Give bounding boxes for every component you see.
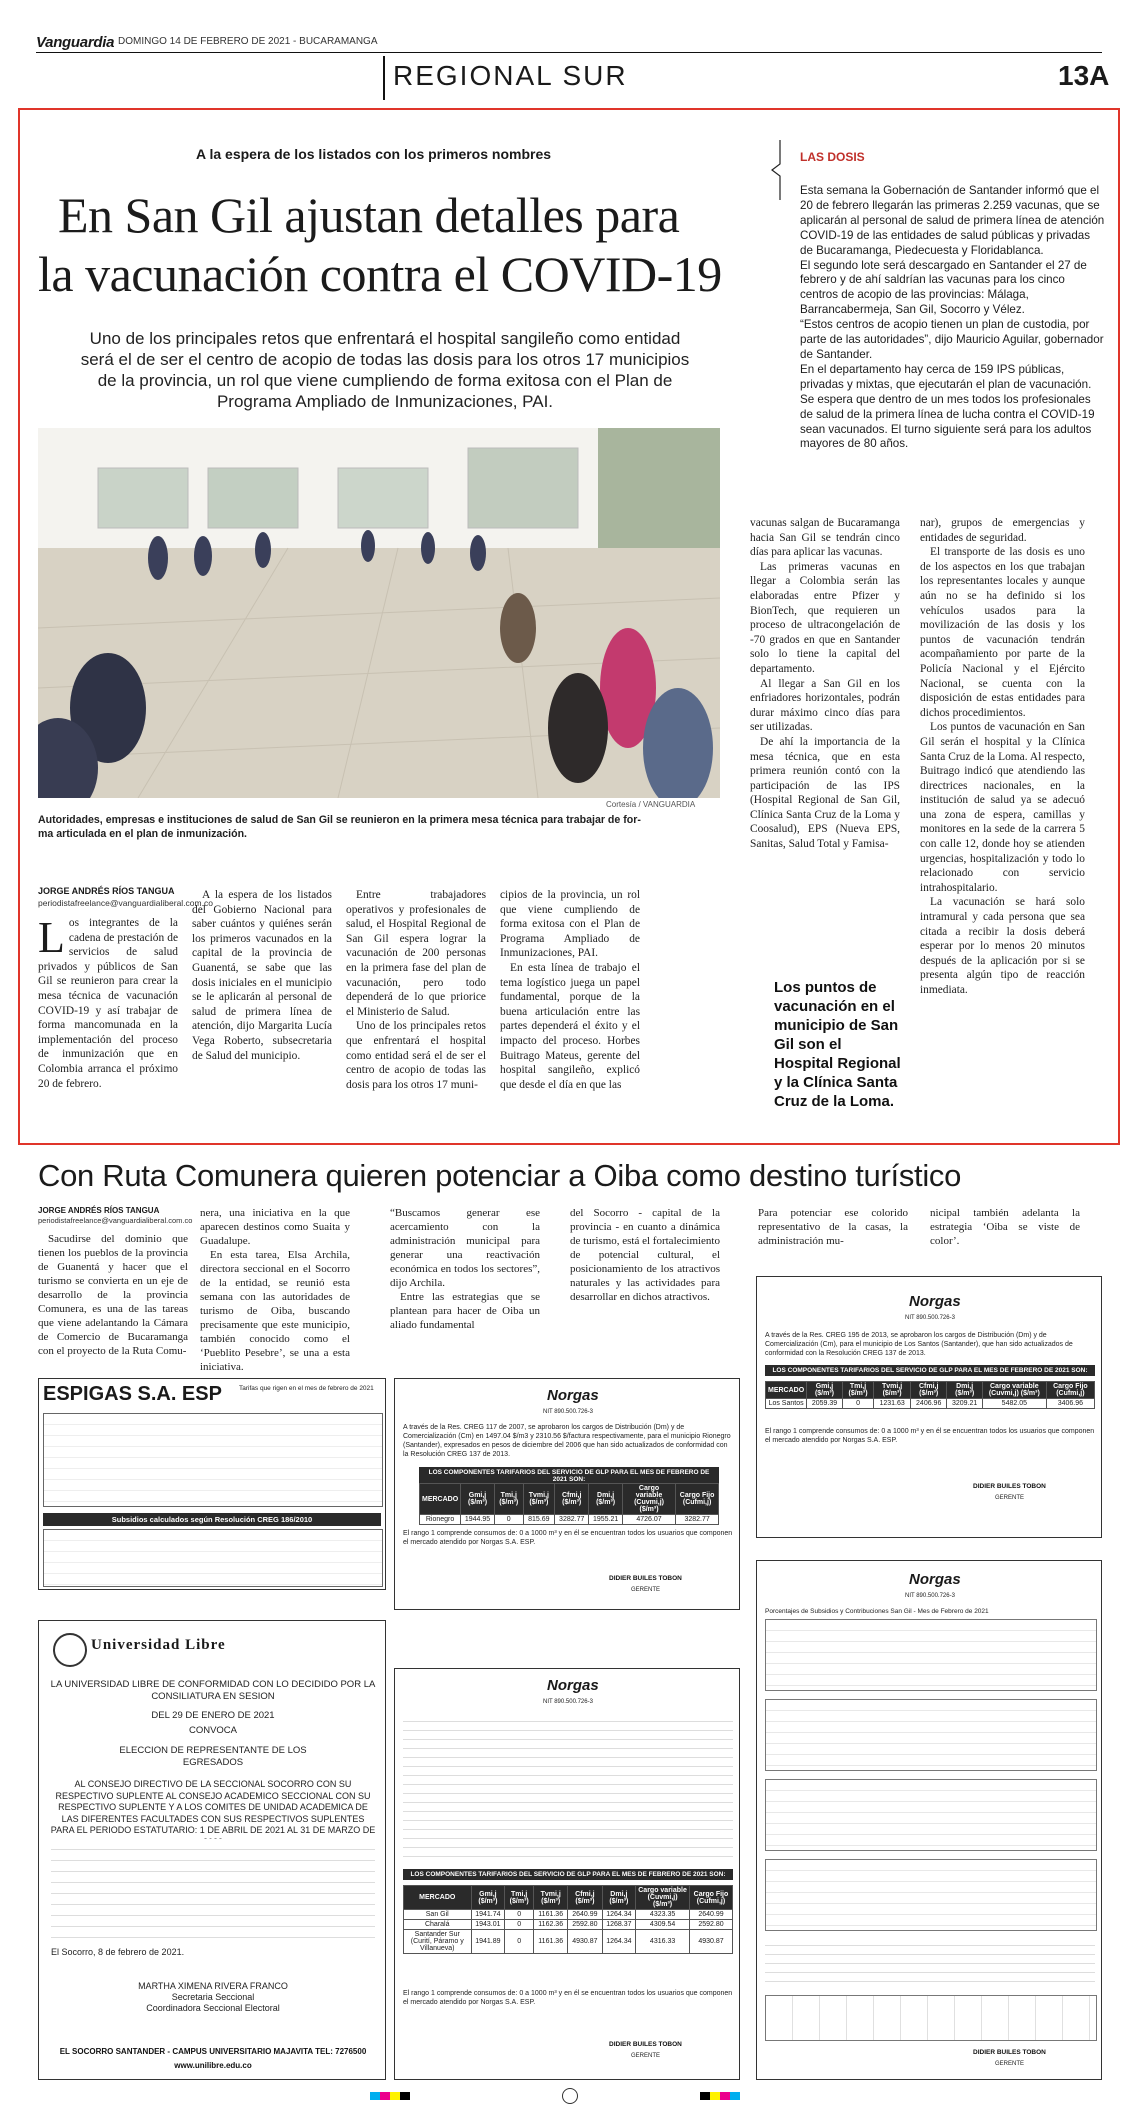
table-header-cell: Cfmi,j ($/m³) [910, 1382, 946, 1399]
column-paragraph: Uno de los principales retos que enfrentará el hospital como entidad será el de ser el centro de acopio de todas las dosis para los otros 17 muni- [346, 1020, 486, 1091]
second-article-column-2 [200, 1206, 350, 1374]
column-paragraph: La vacunación se hará solo intramural y cada persona que sea citada a recibir la dosis deberá esperar por lo menos 20 minutos después de la aplicación por si se presenta algún tipo de reacción inmediata. [920, 896, 1085, 996]
table-cell: 4323.35 [636, 1910, 690, 1920]
notice-line: AL CONSEJO DIRECTIVO DE LA SECCIONAL SOCORRO CON SU RESPECTIVO SUPLENTE AL CONSEJO ACADEMICO SECCIONAL CON SU RESPECTIVO SUPLENTE Y A LOS COMITES DE UNIDAD ACADEMICA DE LAS DIFERENTES FACULTADES CON SUS RESPECTIVOS SUPLENTES PARA EL PERIODO ESTATUTARIO: 1 DE ABRIL DE 2021 AL 31 DE MARZO DE [50, 1779, 376, 1835]
second-article-column-6 [930, 1206, 1080, 1248]
table-header-cell: Cargo variable (Cuvmi,j) ($/m³) [982, 1382, 1046, 1399]
table-cell: 2059.39 [807, 1399, 843, 1409]
table-header-cell: Tmi,j ($/m³) [505, 1886, 534, 1910]
table-cell: 1944.95 [461, 1515, 495, 1525]
column-paragraph: nicipal también adelanta la estrategia ‘Oiba se viste de color’. [930, 1207, 1080, 1247]
norgas-rango-note: El rango 1 comprende consumos de: 0 a 1000 m³ y en él se encuentran todos los usuarios que componen el mercado atendido por Norgas S.A. ESP. [403, 1530, 733, 1546]
second-article-byline: JORGE ANDRÉS RÍOS TANGUA [38, 1206, 160, 1215]
second-article-byline-email: periodistafreelance@vanguardialiberal.com.co [38, 1216, 193, 1225]
sidebar-paragraph: Se espera que dentro de un mes todos los profesionales de salud de la primera línea de lucha contra el COVID-19 sean vacunados. El turno siguiente será para los adultos mayores de 80 años. [800, 392, 1095, 451]
newspaper-logo: Vanguardia [36, 34, 115, 51]
column-paragraph: del Socorro - capital de la provincia - en cuanto a dinámica de turismo, está el fortalecimiento de potencial cultural, el posicionamiento de los atractivos naturales y las actividades para desarrollar en dichos atractivos. [570, 1207, 720, 1303]
table-cell: Los Santos [766, 1399, 807, 1409]
lede-line: Programa Ampliado de Inmunizaciones, PAI. [216, 392, 554, 411]
sidebar-body [800, 184, 1105, 452]
university-seal-icon [53, 1633, 87, 1667]
table-cell: 3209.21 [947, 1399, 982, 1409]
registration-color-bar [370, 2092, 410, 2100]
norgas-table-title: LOS COMPONENTES TARIFARIOS DEL SERVICIO DE GLP PARA EL MES DE FEBRERO DE 2021 SON: [419, 1467, 719, 1485]
norgas-logo: Norgas [547, 1387, 599, 1404]
sidebar-paragraph: El segundo lote será descargado en Santander el 27 de febrero y de ahí saldrían las vacunas para los cinco centros de acopio de las provincias: Málaga, Barrancabermeja, San Gil, Socorro y Vélez. [800, 258, 1087, 317]
lede-line: Uno de los principales retos que enfrentará el hospital sangileño como entidad [89, 329, 681, 348]
table-cell: 1268.37 [602, 1920, 636, 1930]
caption-line: Autoridades, empresas e instituciones de salud de San Gil se reunieron en la primera mesa técnica para trabajar de for- [38, 814, 641, 826]
lede-line: será el de ser el centro de acopio de todas las dosis para los otros 17 municipios [80, 350, 690, 369]
table-cell: 815.69 [523, 1515, 555, 1525]
norgas-nit: NIT 890.500.726-3 [905, 1593, 955, 1599]
university-notice-heading [49, 1679, 377, 1848]
article-column-1 [38, 913, 178, 1091]
table-cell: 0 [505, 1930, 534, 1954]
notice-line: EGRESADOS [182, 1757, 244, 1768]
table-cell: 3406.96 [1046, 1399, 1094, 1409]
header-rule [36, 52, 1102, 53]
table-header-cell: Tvmi,j ($/m³) [534, 1886, 568, 1910]
article-column-2 [192, 888, 332, 1063]
second-article-column-4 [570, 1206, 720, 1304]
espigas-subsidy-table [43, 1529, 383, 1587]
sidebar-paragraph: Esta semana la Gobernación de Santander informó que el 20 de febrero llegarán las primeras 2.259 vacunas, que se aplicarán al personal de salud de primera línea de atención COVID-19 de las entidades de salud públicas y privadas de Bucaramanga, Piedecuesta y Floridablanca. [800, 184, 1105, 257]
norgas-rionegro-note: A través de la Res. CREG 117 de 2007, se aprobaron los cargos de Distribución (Dm) y de Comercialización (Cm) en 1497.04 $/m3 y 2310.56 $/factura respectivamente, para el municipio Rionegro (Santander), expresados en pesos de diciembre del 2006 que han sido actualizados de conformidad con la Resolución CREG 137 de 2013. [403, 1424, 731, 1458]
norgas-rango-note: El rango 1 comprende consumos de: 0 a 1000 m³ y en él se encuentran todos los usuarios que componen el mercado atendido por Norgas S.A. ESP. [765, 1428, 1095, 1444]
table-cell: 1264.34 [602, 1930, 636, 1954]
table-header-cell: Cargo variable (Cuvmi,j) ($/m³) [636, 1886, 690, 1910]
table-header-cell: Cargo Fijo (Cufmi,j) [676, 1484, 719, 1515]
column-paragraph: Los puntos de vacunación en San Gil serán el hospital y la Clínica Santa Cruz de la Loma. Al respecto, Buitrago indicó que atendiendo las directrices nacionales, en la institución de salud ya se adecuó una zona de espera, camillas y monitores en la sede de la carrera 5 con calle 12, donde hoy se atienden urgencias, hospitalización y todo lo relacionado con servicio intrahospitalario. [920, 721, 1085, 894]
registration-color-bar [700, 2092, 740, 2100]
article-column-4 [500, 888, 640, 1092]
table-header-cell: Gmi,j ($/m³) [807, 1382, 843, 1399]
signer-name: MARTHA XIMENA RIVERA FRANCO [138, 1981, 288, 1991]
pull-quote: Los puntos de vacunación en el municipio de San Gil son el Hospital Regional y la Clínica Santa Cruz de la Loma. [774, 979, 901, 1110]
table-cell: Santander Sur (Curití, Páramo y Villanueva) [404, 1930, 472, 1954]
table-cell: 2592.80 [568, 1920, 602, 1930]
subsidy-table-lossantos [765, 1859, 1097, 1931]
table-cell: 0 [842, 1399, 873, 1409]
norgas-subsidies-ad [756, 1560, 1102, 2080]
table-header-cell: Tmi,j ($/m³) [842, 1382, 873, 1399]
second-article-column-5 [758, 1206, 908, 1248]
article-column-3 [346, 888, 486, 1092]
dateline: DOMINGO 14 DE FEBRERO DE 2021 - BUCARAMANGA [118, 36, 378, 47]
column-paragraph: Para potenciar ese colorido representativo de la casas, la administración mu- [758, 1207, 908, 1247]
table-cell: 2406.96 [910, 1399, 946, 1409]
article-kicker: A la espera de los listados con los primeros nombres [196, 146, 552, 162]
table-header-cell: Cfmi,j ($/m³) [568, 1886, 602, 1910]
article-lede [40, 328, 730, 412]
second-article-headline: Con Ruta Comunera quieren potenciar a Oiba como destino turístico [38, 1158, 962, 1193]
table-cell: 1941.74 [471, 1910, 505, 1920]
norgas-signer-role: GERENTE [631, 1587, 661, 1593]
norgas-signer: DIDIER BUILES TOBON [973, 1483, 1046, 1490]
column-paragraph: De ahí la importancia de la mesa técnica, que en esta primera reunión contó con la participación de las IPS (Hospital Regional de San Gil, Clínica Santa Cruz de la Loma y Coosalud), EPS (Nueva EPS, Sanitas, Salud Total y Famisa- [750, 735, 900, 851]
column-paragraph: En esta tarea, Elsa Archila, directora seccional en el Socorro de la entidad, se reunió esta semana con las autoridades de turismo de Oiba, buscando precisamente que este municipio, también conocido como el ‘Pueblito Pesebre’, se una a esta iniciativa. [200, 1249, 350, 1373]
norgas-logo: Norgas [909, 1571, 961, 1588]
table-cell: 0 [505, 1920, 534, 1930]
norgas-sangil-ad [394, 1668, 740, 2080]
column-paragraph: En esta línea de trabajo el tema logístico juega un papel fundamental, porque de la buena articulación entre las partes dependerá el éxito y el impacto del proceso. Horbes Buitrago Mateus, gerente del hospital sangileño, explicó que desde el día en que las [500, 961, 640, 1091]
norgas-signer: DIDIER BUILES TOBON [609, 1575, 682, 1582]
norgas-signer: DIDIER BUILES TOBON [973, 2049, 1046, 2056]
espigas-ad-title: ESPIGAS S.A. ESP [43, 1383, 222, 1405]
norgas-sangil-table [403, 1885, 733, 1954]
article-byline-email: periodistafreelance@vanguardialiberal.com.co [38, 898, 213, 908]
signer-role: Secretaria Seccional [171, 1992, 255, 2002]
university-notice-date: El Socorro, 8 de febrero de 2021. [51, 1947, 185, 1957]
table-cell: 4930.87 [568, 1930, 602, 1954]
norgas-rionegro-table [419, 1483, 719, 1525]
norgas-signer: DIDIER BUILES TOBON [609, 2041, 682, 2048]
subsidy-summary-table [765, 1995, 1097, 2041]
norgas-logo: Norgas [547, 1677, 599, 1694]
norgas-regulation-notes [403, 1713, 733, 1863]
table-cell: 4309.54 [636, 1920, 690, 1930]
table-cell: 1162.36 [534, 1920, 568, 1930]
table-cell: 1264.34 [602, 1910, 636, 1920]
table-header-cell: Dmi,j ($/m³) [947, 1382, 982, 1399]
table-cell: 1955.21 [589, 1515, 623, 1525]
table-header-cell: Cargo Fijo (Cufmi,j) [1046, 1382, 1094, 1399]
notice-line: DEL 29 DE ENERO DE 2021 [151, 1710, 275, 1721]
norgas-signer-role: GERENTE [631, 2053, 661, 2059]
notice-line: CONVOCA [188, 1725, 238, 1736]
norgas-nit: NIT 890.500.726-3 [905, 1315, 955, 1321]
espigas-ad-note: Tarifas que rigen en el mes de febrero de 2021 [239, 1385, 374, 1392]
universidad-libre-ad [38, 1620, 386, 2080]
table-cell: 1943.01 [471, 1920, 505, 1930]
table-cell: 4726.07 [622, 1515, 675, 1525]
registration-mark-icon [562, 2088, 578, 2104]
university-footer: EL SOCORRO SANTANDER - CAMPUS UNIVERSITARIO MAJAVITA TEL: 7276500 [59, 2047, 367, 2056]
article-headline-line-2: la vacunación contra el COVID-19 [38, 246, 722, 302]
column-paragraph: nar), grupos de emergencias y entidades de seguridad. [920, 517, 1085, 544]
table-cell: 5482.05 [982, 1399, 1046, 1409]
table-header-cell: Cargo Fijo (Cufmi,j) [689, 1886, 732, 1910]
table-cell: 3282.77 [555, 1515, 589, 1525]
table-cell: 3282.77 [676, 1515, 719, 1525]
table-cell: 0 [505, 1910, 534, 1920]
norgas-table-title: LOS COMPONENTES TARIFARIOS DEL SERVICIO DE GLP PARA EL MES DE FEBRERO DE 2021 SON: [765, 1365, 1095, 1376]
sidebar-paragraph: “Estos centros de acopio tienen un plan de custodia, por parte de las autoridades”, dijo Mauricio Aguilar, gobernador de Santander. [800, 318, 1104, 361]
sidebar-title: LAS DOSIS [800, 150, 865, 164]
university-name: Universidad Libre [91, 1637, 226, 1653]
norgas-table-title: LOS COMPONENTES TARIFARIOS DEL SERVICIO DE GLP PARA EL MES DE FEBRERO DE 2021 SON: [403, 1869, 733, 1880]
section-title: REGIONAL SUR [393, 60, 628, 91]
university-signature [49, 1981, 377, 2014]
table-header-cell: Dmi,j ($/m³) [589, 1484, 623, 1515]
table-cell: 1941.89 [471, 1930, 505, 1954]
column-paragraph: nera, una iniciativa en la que aparecen destinos como Suaita y Guadalupe. [200, 1207, 350, 1247]
table-cell: 2640.99 [689, 1910, 732, 1920]
header-divider [383, 56, 385, 100]
table-cell: Charalá [404, 1920, 472, 1930]
table-cell: 4930.87 [689, 1930, 732, 1954]
column-paragraph: Sacudirse del dominio que tienen los pueblos de la provincia de Guanentá y hacer que el turismo se convierta en un eje de desarrollo de la provincia Comunera, es una de las tareas que viene adelantando la Cámara de Comercio de Bucaramanga con el proyecto de la Ruta Comu- [38, 1233, 188, 1357]
signer-role: Coordinadora Seccional Electoral [146, 2003, 280, 2013]
table-cell: 2640.99 [568, 1910, 602, 1920]
table-cell: 2592.80 [689, 1920, 732, 1930]
notice-line: LA UNIVERSIDAD LIBRE DE CONFORMIDAD CON LO DECIDIDO POR LA [50, 1679, 376, 1690]
table-header-cell: MERCADO [766, 1382, 807, 1399]
column-paragraph: Entre las estrategias que se plantean para hacer de Oiba un aliado fundamental [390, 1291, 540, 1331]
page-number: 13A [1058, 60, 1110, 91]
espigas-ad [38, 1378, 386, 1590]
table-cell: 0 [494, 1515, 523, 1525]
norgas-nit: NIT 890.500.726-3 [543, 1699, 593, 1705]
norgas-nit: NIT 890.500.726-3 [543, 1409, 593, 1415]
drop-cap: L [38, 913, 65, 962]
column-paragraph: vacunas salgan de Bucaramanga hacia San Gil se tendrán cinco días para aplicar las vacunas. [750, 517, 900, 559]
table-header-cell: Gmi,j ($/m³) [461, 1484, 495, 1515]
page-header [0, 0, 1138, 110]
norgas-signer-role: GERENTE [995, 2061, 1025, 2067]
column-paragraph: El transporte de las dosis es uno de los aspectos en los que trabajan los representantes locales y aunque aún no se ha definido si los vehículos usados para la movilización de las dosis y los puntos de vacunación tendrán acompañamiento por parte de la Policía Nacional y el Ejército Nacional, se cuenta con la disposición de estas entidades para dichos procedimientos. [920, 546, 1085, 719]
subsidy-table-sangil [765, 1619, 1097, 1691]
table-header-cell: Cfmi,j ($/m³) [555, 1484, 589, 1515]
espigas-subsidy-band: Subsidios calculados según Resolución CREG 186/2010 [43, 1513, 381, 1526]
article-column-6 [920, 516, 1085, 998]
sidebar-bracket [770, 140, 788, 200]
table-cell: 4316.33 [636, 1930, 690, 1954]
column-paragraph: “Buscamos generar ese acercamiento con la administración municipal para generar una reactivación económica en todos los sectores”, dijo Archila. [390, 1207, 540, 1289]
column-paragraph: cipios de la provincia, un rol que viene cumpliendo de forma exitosa con el Plan de Programa Ampliado de Inmunizaciones, PAI. [500, 889, 640, 960]
caption-line: ma articulada en el plan de inmunización. [38, 828, 247, 840]
table-cell: Rionegro [420, 1515, 461, 1525]
table-header-cell: Gmi,j ($/m³) [471, 1886, 505, 1910]
article-column-5 [750, 516, 900, 852]
table-header-cell: Dmi,j ($/m³) [602, 1886, 636, 1910]
second-article-column-1 [38, 1232, 188, 1358]
subsidy-table-santander-sur [765, 1699, 1097, 1771]
article-headline-line-1: En San Gil ajustan detalles para [58, 187, 680, 243]
subsidy-notes [765, 1937, 1095, 1987]
norgas-lossantos-ad [756, 1276, 1102, 1538]
column-paragraph: Al llegar a San Gil en los enfriadores horizontales, podrán durar máximo cinco días para ser utilizadas. [750, 677, 900, 734]
subsidy-table-rionegro [765, 1779, 1097, 1851]
table-cell: 1161.36 [534, 1910, 568, 1920]
norgas-rango-note: El rango 1 comprende consumos de: 0 a 1000 m³ y en él se encuentran todos los usuarios que componen el mercado atendido por Norgas S.A. ESP. [403, 1990, 733, 2006]
norgas-signer-role: GERENTE [995, 1495, 1025, 1501]
norgas-lossantos-note: A través de la Res. CREG 195 de 2013, se aprobaron los cargos de Distribución (Dm) y de Comercialización (Cm), para el municipio de Los Santos (Santander), que han sido actualizados de conformidad con la Resolución CREG 137 de 2013. [765, 1332, 1073, 1357]
norgas-lossantos-table [765, 1381, 1095, 1409]
table-header-cell: Tmi,j ($/m³) [494, 1484, 523, 1515]
norgas-rionegro-ad [394, 1378, 740, 1610]
university-website: www.unilibre.edu.co [174, 2061, 252, 2070]
table-header-cell: MERCADO [420, 1484, 461, 1515]
notice-line: CONSILIATURA EN SESION [151, 1691, 275, 1702]
norgas-logo: Norgas [909, 1293, 961, 1310]
column-paragraph: Las primeras vacunas en llegar a Colombia serán las elaboradas entre Pfizer y BionTech, que requieren un proceso de ultracongelación de -70 grados en que en Santander solo lo tiene la capital del departamento. [750, 560, 900, 675]
column-paragraph: Entre trabajadores operativos y profesionales de salud, el Hospital Regional de San Gil espera lograr la vacunación de 200 personas en la primera fase del plan de vacunación, pero todo dependerá de lo que priorice el Ministerio de Salud. [346, 889, 486, 1018]
notice-line: ELECCION DE REPRESENTANTE DE LOS [119, 1745, 307, 1756]
table-header-cell: MERCADO [404, 1886, 472, 1910]
subsidy-table-title: Porcentajes de Subsidios y Contribuciones San Gil - Mes de Febrero de 2021 [765, 1608, 989, 1615]
table-cell: 1231.63 [874, 1399, 911, 1409]
lede-line: de la provincia, un rol que viene cumpliendo de forma exitosa con el Plan de [97, 371, 673, 390]
column-text: os integrantes de la cadena de prestación de servicios de salud privados y públicos de San Gil se reunieron para crear la mesa técnica de vacunación COVID-19 y así trabajar de forma mancomunada en la implementación del proceso de inmunización que en Colombia arranca el próximo 20 de febrero. [38, 917, 178, 1090]
article-byline: JORGE ANDRÉS RÍOS TANGUA [38, 886, 175, 896]
second-article-column-3 [390, 1206, 540, 1332]
table-header-cell: Cargo variable (Cuvmi,j) ($/m³) [622, 1484, 675, 1515]
sidebar-paragraph: En el departamento hay cerca de 159 IPS públicas, privadas y mixtas, que ejecutarán el plan de vacunación. [800, 362, 1092, 391]
photo-caption [38, 813, 728, 841]
column-paragraph: A la espera de los listados del Gobierno Nacional para saber cuántos y quiénes serán los primeros vacunados en la capital de la provincia de Guanentá, se sabe que las dosis iniciales en el municipio se le aplicarán al personal de salud de primera línea de atención, dijo Margarita Lucía Vega Roberto, subsecretaria de Salud del municipio. [192, 889, 332, 1062]
table-header-cell: Tvmi,j ($/m³) [874, 1382, 911, 1399]
espigas-tariff-table [43, 1413, 383, 1507]
photo-credit: Cortesía / VANGUARDIA [606, 800, 696, 809]
article-photo [38, 428, 720, 798]
table-header-cell: Tvmi,j ($/m³) [523, 1484, 555, 1515]
table-cell: San Gil [404, 1910, 472, 1920]
table-cell: 1161.36 [534, 1930, 568, 1954]
university-notice-body [51, 1839, 375, 1939]
